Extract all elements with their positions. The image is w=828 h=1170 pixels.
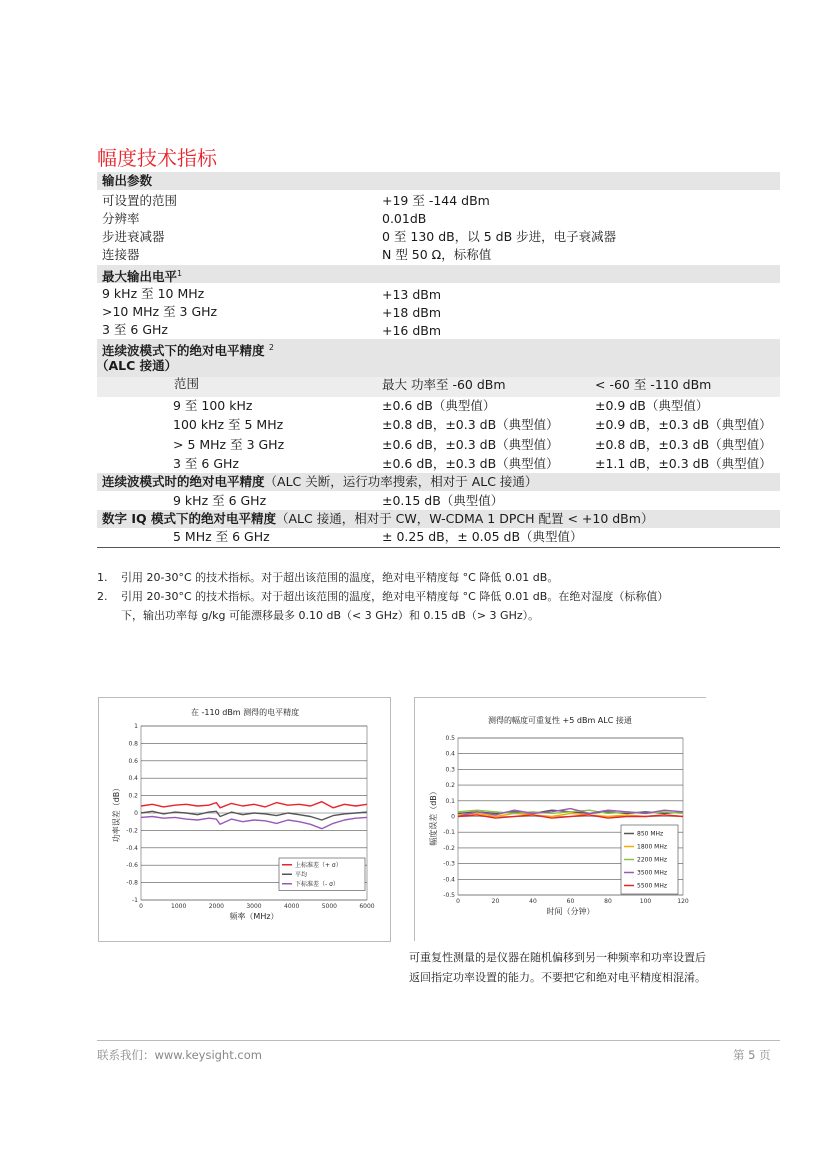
column-header-a: 最大 功率至 -60 dBm: [382, 377, 506, 392]
row-range: 9 kHz 至 6 GHz: [173, 493, 267, 508]
y-tick-label: -0.3: [443, 860, 455, 868]
row-value: ±0.15 dB（典型值）: [382, 493, 504, 508]
x-tick-label: 1000: [171, 903, 187, 910]
row-value: +18 dBm: [382, 305, 442, 320]
row-value: +16 dBm: [382, 323, 442, 338]
y-tick-label: -0.6: [126, 862, 138, 870]
footnote-number: 2.: [97, 590, 108, 603]
footer-contact: 联系我们：www.keysight.com: [97, 1048, 262, 1062]
footer-page-number: 第 5 页: [733, 1048, 771, 1062]
section-header-output-params: 输出参数: [102, 173, 153, 188]
legend-label: 上标准差（+ σ）: [295, 861, 342, 869]
legend-label: 3500 MHz: [637, 869, 668, 877]
section-header-bar: [97, 265, 780, 283]
x-tick-label: 0: [139, 903, 143, 910]
row-value-a: ±0.8 dB，±0.3 dB（典型值）: [382, 417, 559, 432]
footnote-text: 引用 20-30°C 的技术指标。对于超出该范围的温度，绝对电平精度每 °C 降低 0.01 dB。: [121, 571, 559, 584]
chart-caption: 可重复性测量的是仪器在随机偏移到另一种频率和功率设置后: [409, 951, 706, 964]
y-tick-label: -0.8: [126, 879, 138, 887]
row-value-b: ±1.1 dB，±0.3 dB（典型值）: [595, 456, 772, 471]
row-label: 步进衰减器: [102, 229, 165, 244]
y-tick-label: 0.1: [445, 797, 455, 805]
y-tick-label: 0.4: [128, 775, 138, 783]
legend-label: 2200 MHz: [637, 856, 668, 864]
y-tick-label: 0.5: [445, 735, 455, 742]
x-axis-label: 频率（MHz）: [229, 912, 279, 921]
y-axis-label: 幅度误差（dB）: [429, 787, 438, 846]
footnote-text: 引用 20-30°C 的技术指标。对于超出该范围的温度，绝对电平精度每 °C 降低 0.01 dB。在绝对湿度（标称值）: [121, 590, 669, 603]
y-tick-label: -0.2: [443, 844, 455, 852]
y-tick-label: -0.2: [126, 827, 138, 835]
row-label: >10 MHz 至 3 GHz: [102, 304, 218, 319]
x-tick-label: 2000: [208, 903, 224, 910]
y-tick-label: 0: [134, 810, 138, 817]
row-label: 分辨率: [102, 211, 140, 226]
y-tick-label: 0.2: [445, 782, 455, 790]
y-tick-label: 0.3: [445, 766, 455, 774]
row-label: 9 kHz 至 10 MHz: [102, 286, 205, 301]
y-tick-label: 0.4: [445, 750, 455, 758]
footnote-text-cont: 下，输出功率每 g/kg 可能漂移最多 0.10 dB（< 3 GHz）和 0.15 dB（> 3 GHz）。: [121, 609, 540, 622]
legend-label: 下标准差（- σ）: [295, 880, 339, 888]
x-tick-label: 20: [491, 898, 500, 905]
x-tick-label: 5000: [321, 903, 337, 910]
x-tick-label: 6000: [359, 903, 375, 910]
row-value: +13 dBm: [382, 287, 442, 302]
x-tick-label: 3000: [246, 903, 262, 910]
row-label: 连接器: [102, 247, 140, 262]
row-value: ± 0.25 dB，± 0.05 dB（典型值）: [382, 529, 583, 544]
y-tick-label: -0.4: [443, 876, 455, 884]
row-range: 3 至 6 GHz: [173, 456, 239, 471]
y-tick-label: 0.6: [128, 757, 138, 765]
x-tick-label: 120: [677, 898, 689, 905]
x-tick-label: 100: [639, 898, 652, 905]
row-label: 可设置的范围: [102, 193, 178, 208]
x-tick-label: 80: [604, 898, 612, 905]
section-header-cw-alc-off: 连续波模式时的绝对电平精度（ALC 关断，运行功率搜索，相对于 ALC 接通）: [102, 474, 538, 489]
chart-title: 在 -110 dBm 测得的电平精度: [191, 708, 300, 717]
section-header-iq: 数字 IQ 模式下的绝对电平精度（ALC 接通，相对于 CW，W-CDMA 1 DPCH 配置 < +10 dBm）: [102, 511, 654, 526]
x-tick-label: 60: [566, 898, 575, 905]
footer-rule: [97, 1040, 780, 1041]
x-tick-label: 0: [456, 898, 460, 905]
row-range: > 5 MHz 至 3 GHz: [173, 437, 285, 452]
column-header-b: < -60 至 -110 dBm: [595, 377, 712, 392]
page-title: 幅度技术指标: [97, 146, 217, 170]
section-subheader: （ALC 接通）: [96, 358, 178, 373]
row-value-b: ±0.9 dB（典型值）: [595, 398, 709, 413]
x-tick-label: 40: [529, 898, 537, 905]
chart-repeatability: [415, 698, 706, 941]
row-value: +19 至 -144 dBm: [382, 193, 490, 208]
legend-label: 5500 MHz: [637, 882, 668, 890]
row-value: 0 至 130 dB，以 5 dB 步进，电子衰减器: [382, 229, 617, 244]
row-range: 9 至 100 kHz: [173, 398, 253, 413]
row-value-a: ±0.6 dB，±0.3 dB（典型值）: [382, 456, 559, 471]
section-header-cw-alc-on: 连续波模式下的绝对电平精度 $^2$: [102, 343, 274, 359]
legend-label: 平均: [295, 871, 308, 879]
section-header-max-output: 最大输出电平$^1$: [102, 269, 183, 285]
y-tick-label: 0.8: [128, 740, 138, 748]
chart-title: 测得的幅度可重复性 +5 dBm ALC 接通: [488, 716, 632, 725]
x-axis-label: 时间（分钟）: [546, 907, 595, 916]
legend-label: 850 MHz: [637, 830, 664, 838]
column-header-range: 范围: [174, 376, 200, 391]
chart-caption: 返回指定功率设置的能力。不要把它和绝对电平精度相混淆。: [409, 971, 706, 984]
chart-panel-repeatability: [414, 697, 706, 941]
row-value-b: ±0.8 dB，±0.3 dB（典型值）: [595, 437, 772, 452]
chart-level-accuracy: [99, 698, 390, 941]
row-range: 100 kHz 至 5 MHz: [173, 417, 284, 432]
y-tick-label: 0.2: [128, 792, 138, 800]
chart-panel-level-accuracy: [98, 697, 391, 942]
x-tick-label: 4000: [284, 903, 300, 910]
footnote-number: 1.: [97, 571, 108, 584]
table-bottom-rule: [97, 547, 780, 548]
y-tick-label: -0.1: [443, 829, 455, 837]
row-value-a: ±0.6 dB（典型值）: [382, 398, 496, 413]
section-header-bar: [97, 172, 780, 190]
y-tick-label: -0.4: [126, 844, 138, 852]
y-tick-label: -1: [132, 897, 138, 904]
row-range: 5 MHz 至 6 GHz: [173, 529, 270, 544]
y-tick-label: -0.5: [443, 892, 455, 899]
row-value: N 型 50 Ω，标称值: [382, 247, 492, 262]
y-axis-label: 功率误差（dB）: [112, 783, 121, 843]
row-value-b: ±0.9 dB，±0.3 dB（典型值）: [595, 417, 772, 432]
row-label: 3 至 6 GHz: [102, 322, 168, 337]
row-value-a: ±0.6 dB，±0.3 dB（典型值）: [382, 437, 559, 452]
y-tick-label: 1: [134, 723, 138, 730]
legend-label: 1800 MHz: [637, 843, 668, 851]
y-tick-label: 0: [451, 813, 455, 821]
row-value: 0.01dB: [382, 211, 427, 226]
